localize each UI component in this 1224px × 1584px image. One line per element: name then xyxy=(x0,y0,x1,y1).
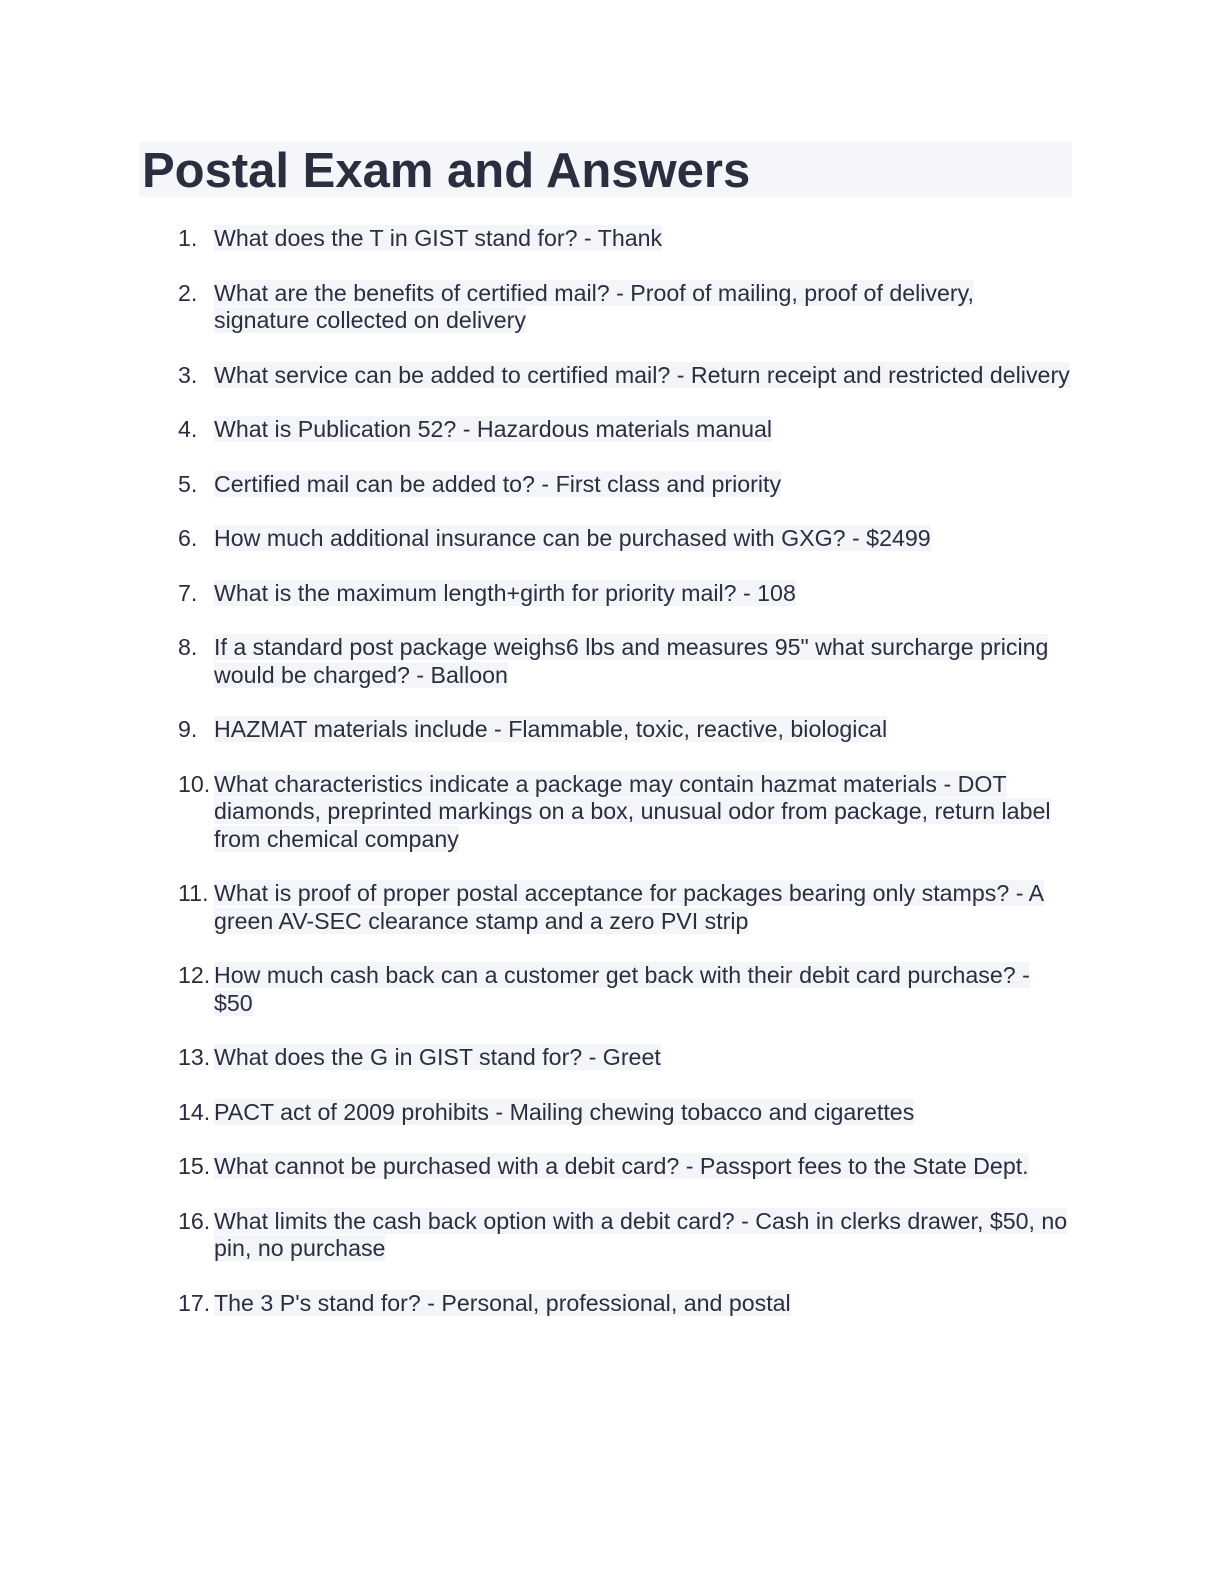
list-item xyxy=(0,1208,1074,1263)
item-text: If a standard post package weighs6 lbs and measures 95" what surcharge pricing would be charged? - Balloon xyxy=(214,634,1049,688)
item-text: PACT act of 2009 prohibits - Mailing chewing tobacco and cigarettes xyxy=(214,1098,915,1125)
item-number: 12. xyxy=(178,962,211,988)
item-text: What does the T in GIST stand for? - Thank xyxy=(214,225,663,251)
item-number: 3. xyxy=(178,361,198,388)
list-item xyxy=(0,580,1074,608)
question-list xyxy=(0,225,1224,1344)
item-text: What are the benefits of certified mail? - Proof of mailing, proof of delivery, signature collected on delivery xyxy=(214,279,974,333)
item-number: 1. xyxy=(178,225,198,251)
list-item xyxy=(0,962,1074,1017)
item-text: What characteristics indicate a package may contain hazmat materials - DOT diamonds, preprinted markings on a box, unusual odor from package, return label from chemical company xyxy=(214,770,1051,852)
list-item xyxy=(0,1044,1074,1072)
list-item xyxy=(0,716,1074,744)
item-number: 13. xyxy=(178,1044,211,1070)
item-text: What does the G in GIST stand for? - Greet xyxy=(214,1044,661,1070)
item-number: 6. xyxy=(178,525,198,551)
list-item xyxy=(0,1290,1074,1318)
list-item xyxy=(0,1099,1074,1127)
item-text: The 3 P's stand for? - Personal, professional, and postal xyxy=(214,1289,791,1316)
list-item xyxy=(0,471,1074,499)
item-text: What is Publication 52? - Hazardous materials manual xyxy=(214,416,773,442)
item-number: 15. xyxy=(178,1153,211,1179)
item-number: 11. xyxy=(178,880,209,906)
list-item xyxy=(0,1153,1074,1181)
list-item xyxy=(0,416,1074,444)
item-number: 14. xyxy=(178,1098,211,1125)
item-text: Certified mail can be added to? - First class and priority xyxy=(214,470,782,497)
item-text: What cannot be purchased with a debit card? - Passport fees to the State Dept. xyxy=(214,1153,1029,1179)
list-item xyxy=(0,280,1074,335)
item-number: 8. xyxy=(178,634,198,660)
item-text: How much cash back can a customer get back with their debit card purchase? - $50 xyxy=(214,962,1030,1016)
list-item xyxy=(0,225,1074,253)
item-number: 16. xyxy=(178,1207,211,1234)
list-item xyxy=(0,362,1074,390)
item-number: 9. xyxy=(178,716,198,742)
item-text: What is proof of proper postal acceptance for packages bearing only stamps? - A green AV-SEC clearance stamp and a zero PVI strip xyxy=(214,880,1045,934)
item-number: 10. xyxy=(178,770,211,797)
list-item xyxy=(0,634,1074,689)
page-title: Postal Exam and Answers xyxy=(142,144,751,198)
item-number: 2. xyxy=(178,279,198,306)
item-text: What service can be added to certified mail? - Return receipt and restricted delivery xyxy=(214,361,1070,388)
item-text: How much additional insurance can be purchased with GXG? - $2499 xyxy=(214,525,931,551)
item-text: HAZMAT materials include - Flammable, toxic, reactive, biological xyxy=(214,716,888,742)
item-text: What is the maximum length+girth for priority mail? - 108 xyxy=(214,579,796,606)
list-item xyxy=(0,880,1074,935)
item-number: 7. xyxy=(178,579,198,606)
list-item xyxy=(0,525,1074,553)
item-number: 4. xyxy=(178,416,198,442)
item-number: 5. xyxy=(178,470,198,497)
list-item xyxy=(0,771,1074,854)
item-number: 17. xyxy=(178,1289,211,1316)
item-text: What limits the cash back option with a debit card? - Cash in clerks drawer, $50, no pin, no purchase xyxy=(214,1207,1068,1261)
